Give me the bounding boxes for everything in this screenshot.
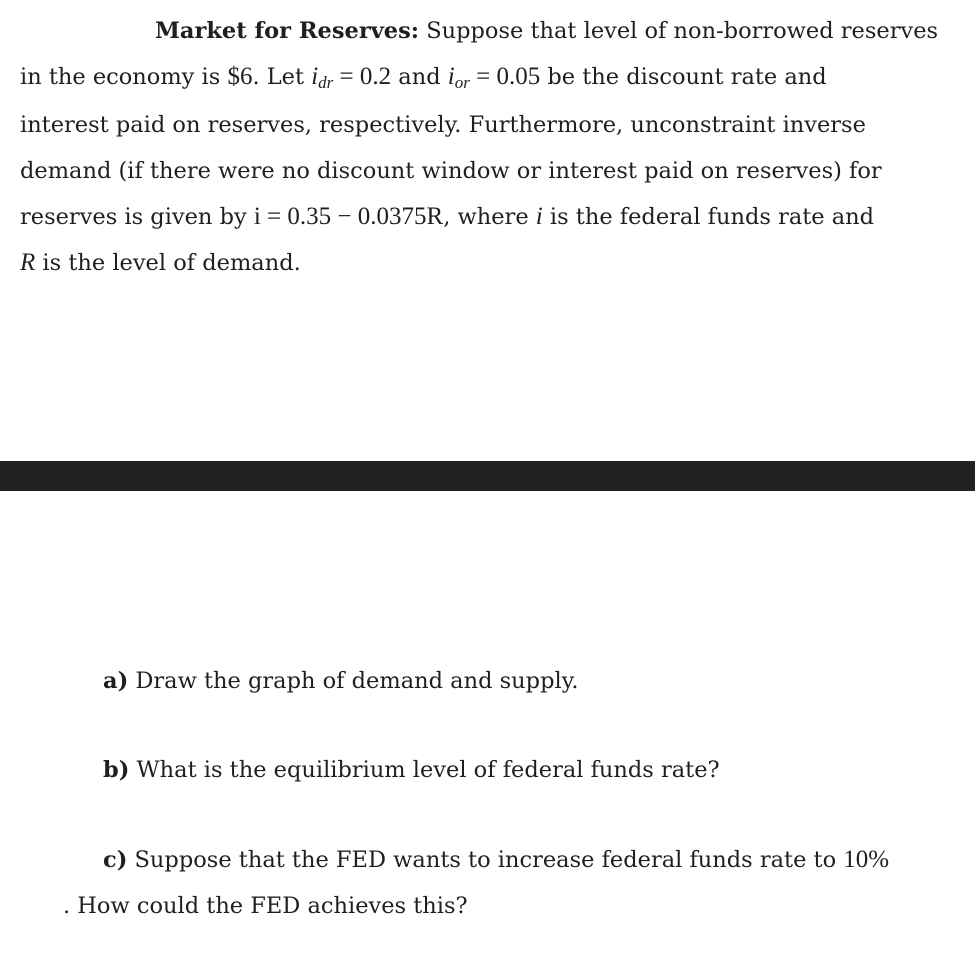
question-c-continuation: . How could the FED achieves this?	[63, 893, 468, 919]
problem-line-2-text-d: be the discount rate and	[540, 64, 827, 90]
ior-value: = 0.05	[469, 63, 541, 90]
question-c-text: Suppose that the FED wants to increase federal funds rate to	[127, 847, 844, 873]
problem-line-5-text-a: reserves is given by	[20, 204, 254, 230]
section-divider	[0, 461, 975, 491]
problem-line-3: interest paid on reserves, respectively. Furthermore, unconstraint inverse	[20, 112, 866, 138]
ior-symbol: i	[447, 63, 455, 90]
problem-line-6	[20, 240, 920, 286]
question-b-label: b)	[103, 757, 130, 783]
discount-rate-expr	[311, 63, 391, 90]
interest-on-reserves-expr	[448, 63, 540, 90]
problem-title: Market for Reserves:	[155, 18, 420, 44]
reserves-letter: R	[20, 249, 36, 276]
problem-line-5	[20, 194, 920, 240]
fed-funds-symbol	[536, 203, 543, 230]
question-a	[103, 666, 579, 696]
question-b	[103, 755, 720, 785]
fed-funds-letter: i	[535, 203, 543, 230]
demand-equation: i = 0.35 − 0.0375R	[253, 203, 444, 230]
problem-line-4: demand (if there were no discount window or interest paid on reserves) for	[20, 158, 882, 184]
question-c-label: c)	[103, 847, 128, 873]
problem-line-1	[20, 8, 939, 54]
problem-line-2-text-b: . Let	[252, 64, 312, 90]
discount-rate-value: = 0.2	[333, 63, 392, 90]
nonborrowed-reserves-value: $6	[227, 63, 253, 90]
ior-subscript: or	[454, 73, 470, 92]
problem-line-2-text-c: and	[391, 64, 448, 90]
problem-statement	[20, 8, 939, 286]
question-c	[103, 845, 889, 875]
problem-line-6-text: is the level of demand.	[35, 250, 301, 276]
problem-line-2-text-a: in the economy is	[20, 64, 228, 90]
question-b-text: What is the equilibrium level of federal funds rate?	[129, 757, 720, 783]
question-a-label: a)	[103, 668, 129, 694]
problem-line-5-text-b: , where	[443, 204, 536, 230]
problem-line-1-text: Suppose that level of non-borrowed reserves	[419, 18, 939, 44]
problem-line-5-text-c: is the federal funds rate and	[542, 204, 875, 230]
question-a-text: Draw the graph of demand and supply.	[128, 668, 579, 694]
discount-rate-symbol: i	[311, 63, 319, 90]
discount-rate-subscript: dr	[318, 73, 334, 92]
reserves-symbol	[20, 249, 35, 276]
target-rate-value: 10%	[843, 846, 890, 873]
problem-line-2	[20, 54, 920, 102]
